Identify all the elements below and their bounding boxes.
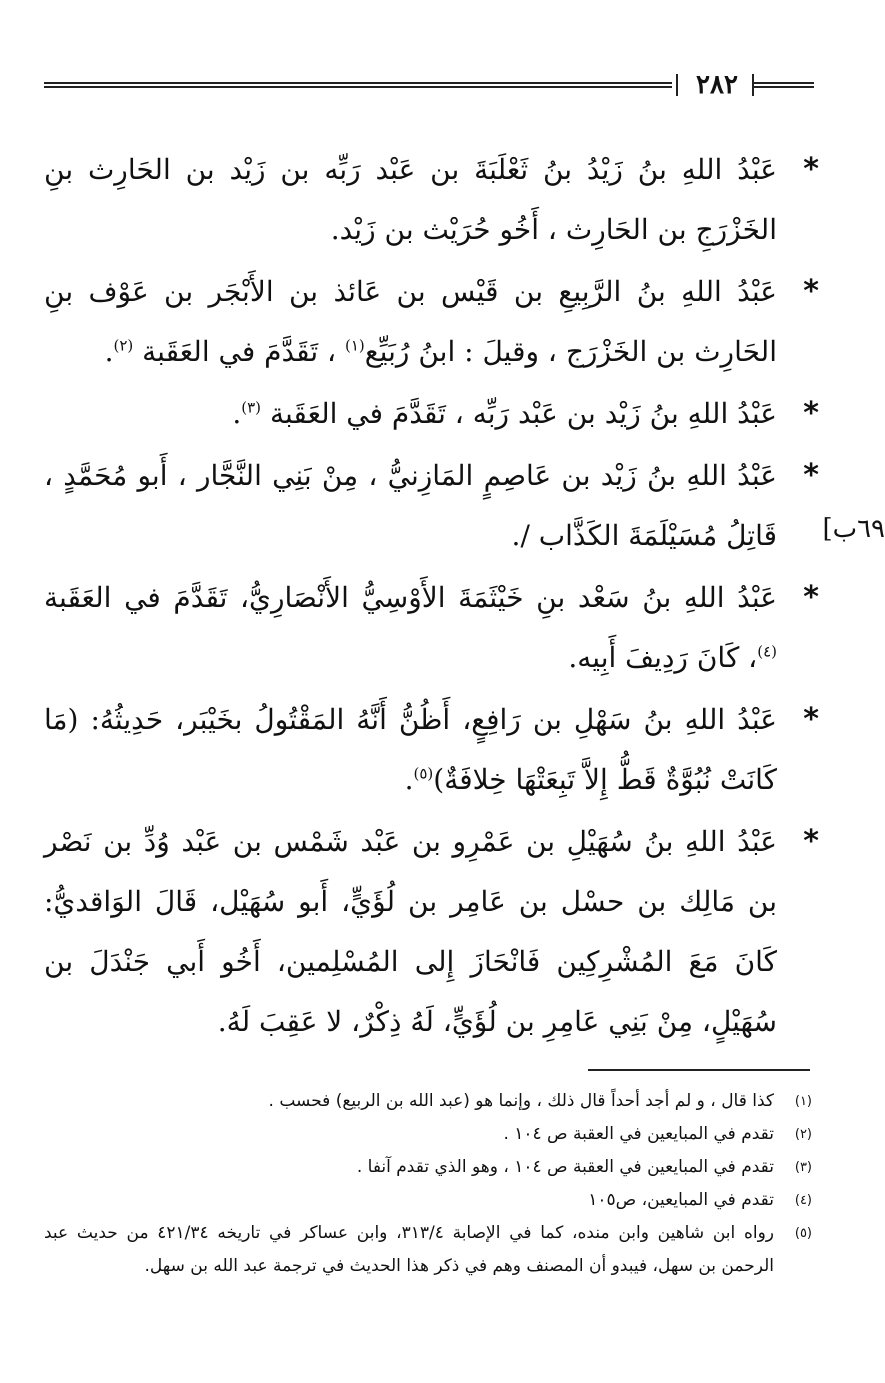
asterisk-bullet: * [803, 274, 819, 309]
entry [44, 690, 819, 810]
entry-text: عَبْدُ اللهِ بنُ زَيْد بن عَبْد رَبِّه ، تَقَدَّمَ في العَقَبة [269, 397, 777, 430]
page-number: ٢٨٢ [696, 70, 738, 100]
entry [44, 812, 819, 1052]
footnote-text: كذا قال ، و لم أجد أحداً قال ذلك ، وإنما هو (عبد الله بن الربيع) فحسب . [268, 1091, 774, 1111]
entry-text: عَبْدُ اللهِ بنُ سَهْلِ بن رَافِعٍ، أَظُنُّ أَنَّهُ المَقْتُولُ بخَيْبَر، حَدِيثُهُ: (مَا كَانَتْ نُبُوَّةٌ قَطُّ إِلاَّ تَبِعَتْهَا خِلافَةٌ) [44, 703, 777, 796]
main-text [44, 140, 819, 1054]
entry [44, 262, 819, 382]
entry [44, 568, 819, 688]
footnote-ref[interactable]: (٥) [413, 764, 434, 783]
header-rule-tick-left [676, 74, 678, 96]
margin-folio-note: ٦٩ب] [822, 514, 885, 544]
entry-text: عَبْدُ اللهِ بنُ الرَّبِيعِ بن قَيْس بن عَائذ بن الأَبْجَر بن عَوْف بنِ الحَارِث بن الخَزْرَج ، وقيلَ : ابنُ رُبَيِّع [44, 275, 777, 368]
page-header [44, 72, 814, 102]
entry-text: . [232, 397, 242, 430]
footnote-ref[interactable]: (٢) [113, 336, 134, 355]
footnote-number: (١) [794, 1094, 812, 1109]
entry [44, 140, 819, 260]
asterisk-bullet: * [803, 458, 819, 493]
footnote-number: (٢) [794, 1127, 812, 1142]
footnote-text: تقدم في المبايعين في العقبة ص ١٠٤ . [503, 1124, 774, 1144]
asterisk-bullet: * [803, 580, 819, 615]
asterisk-bullet: * [803, 152, 819, 187]
footnote-number: (٥) [794, 1226, 812, 1241]
entry [44, 384, 819, 444]
footnote-item [44, 1217, 812, 1283]
footnote-ref[interactable]: (٣) [241, 398, 262, 417]
asterisk-bullet: * [803, 396, 819, 431]
footnote-ref[interactable]: (٤) [757, 642, 777, 661]
footnote-item [44, 1118, 812, 1151]
entry-text: . [404, 763, 414, 796]
footnote-item [44, 1151, 812, 1184]
entry-text: . [104, 335, 114, 368]
footnote-number: (٤) [794, 1193, 812, 1208]
entry-text: ، كَانَ رَدِيفَ أَبِيه. [568, 641, 758, 674]
entry [44, 446, 819, 566]
header-rule-right [752, 82, 814, 88]
entry-text: عَبْدُ اللهِ بنُ سَعْد بنِ خَيْثَمَةَ الأَوْسِيُّ الأَنْصَارِيُّ، تَقَدَّمَ في العَقَبة [44, 581, 777, 614]
footnote-separator [588, 1069, 810, 1071]
footnote-text: تقدم في المبايعين، ص١٠٥ [588, 1190, 774, 1210]
asterisk-bullet: * [803, 702, 819, 737]
footnote-number: (٣) [794, 1160, 812, 1175]
entry-text: عَبْدُ اللهِ بنُ زَيْدُ بنُ ثَعْلَبَةَ بن عَبْد رَبِّه بن زَيْد بن الحَارِث بنِ الخَزْرَجِ بن الحَارِث ، أَخُو حُرَيْث بن زَيْد. [44, 153, 777, 246]
footnote-item [44, 1085, 812, 1118]
footnote-text: رواه ابن شاهين وابن منده، كما في الإصابة ٣١٣/٤، وابن عساكر في تاريخه ٤٢١/٣٤ من حديث عبد الرحمن بن سهل، فيبدو أن المصنف وهم في ذكر هذا الحديث في ترجمة عبد الله بن سهل. [44, 1223, 774, 1276]
footnote-ref[interactable]: (١) [344, 336, 365, 355]
footnote-text: تقدم في المبايعين في العقبة ص ١٠٤ ، وهو الذي تقدم آنفا . [356, 1157, 774, 1177]
footnotes [44, 1085, 812, 1283]
entry-text: عَبْدُ اللهِ بنُ زَيْد بن عَاصِمٍ المَازِنيُّ ، مِنْ بَنِي النَّجَّار ، أَبو مُحَمَّدٍ ، قَاتِلُ مُسَيْلَمَةَ الكَذَّاب /. [44, 459, 777, 552]
entry-text: ، تَقَدَّمَ في العَقَبة [142, 335, 337, 368]
header-rule-left [44, 82, 672, 88]
entry-text: عَبْدُ اللهِ بنُ سُهَيْلِ بن عَمْرِو بن عَبْد شَمْس بن عَبْد وُدِّ بن نَصْر بن مَالِك بن حسْل بن عَامِر بن لُؤَيٍّ، أَبو سُهَيْل، قَالَ الوَاقديُّ: كَانَ مَعَ المُشْرِكِين فَانْحَازَ إِلى المُسْلِمين، أَخُو أَبي جَنْدَلَ بن سُهَيْلٍ، مِنْ بَنِي عَامِرِ بن لُؤَيٍّ، لَهُ ذِكْرٌ، لا عَقِبَ لَهُ. [44, 825, 777, 1038]
asterisk-bullet: * [803, 824, 819, 859]
footnote-item [44, 1184, 812, 1217]
